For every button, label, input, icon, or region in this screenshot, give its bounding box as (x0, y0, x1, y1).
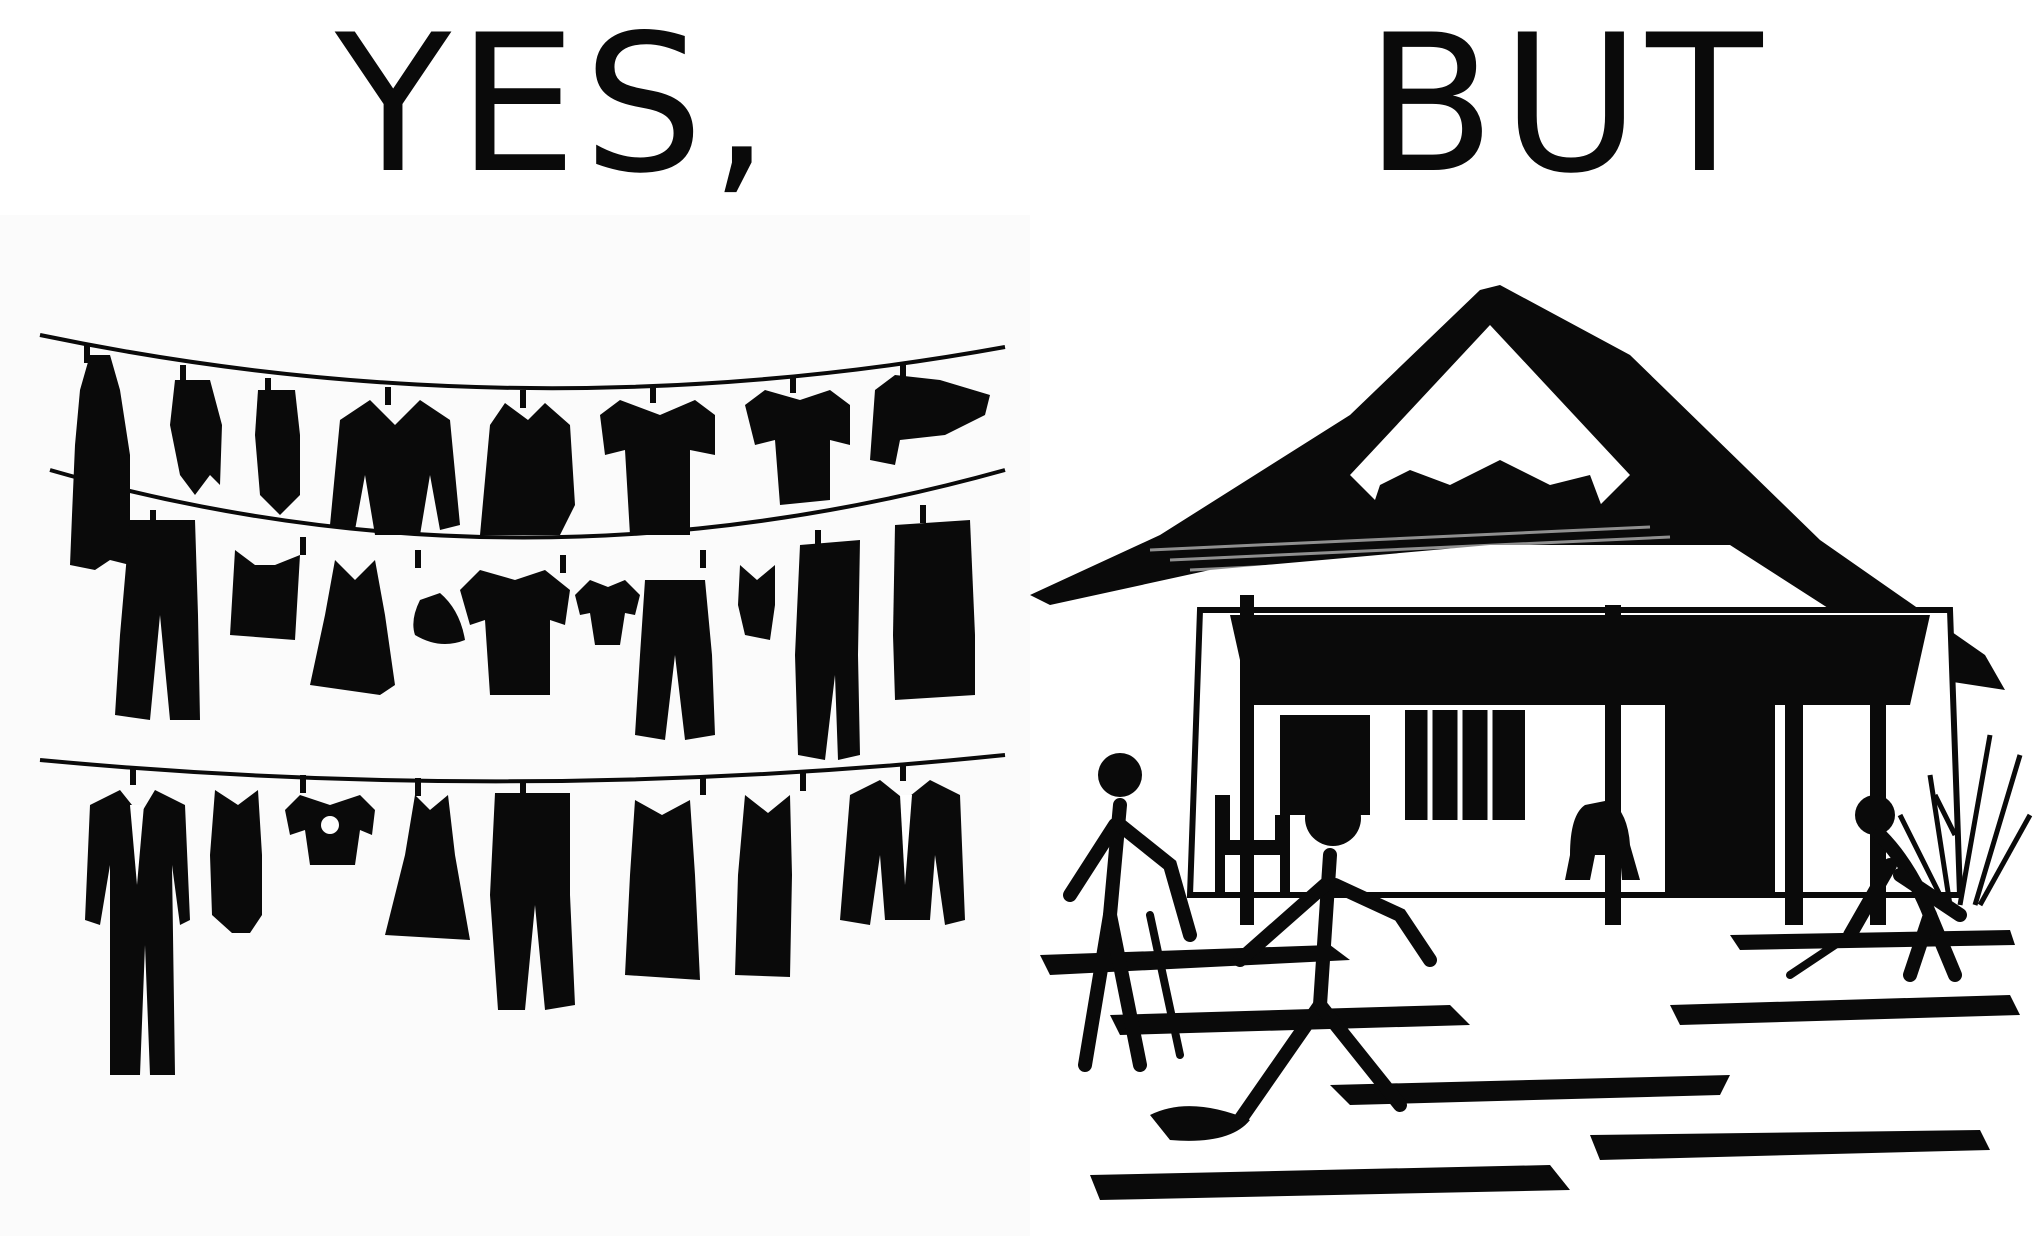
caption-yes: YES, (335, 0, 777, 215)
trousers-bottom-row (490, 793, 575, 1010)
clothesline-panel (0, 215, 1030, 1236)
t-shirt-middle (460, 570, 570, 695)
porch-post (1605, 605, 1621, 925)
long-trousers (795, 540, 860, 760)
clothesline-illustration (0, 215, 1030, 1236)
hat (413, 593, 465, 644)
clothesline-rope-bottom (40, 755, 1005, 781)
shack-illustration (1030, 215, 2034, 1236)
sleeveless-dress (310, 560, 395, 695)
porch-post (1785, 615, 1803, 925)
baby-onesie (575, 580, 640, 645)
porch-shadow (1230, 615, 1930, 705)
swimsuit (255, 390, 300, 515)
trousers-middle (635, 580, 715, 740)
blazer (330, 400, 460, 535)
long-sleeve-top (870, 375, 990, 465)
tank-top (170, 380, 222, 495)
long-dress (70, 355, 130, 570)
t-shirt (745, 390, 850, 505)
caption-but: BUT (1365, 0, 1769, 215)
swimsuit-bottom-row (210, 790, 262, 933)
t-shirt-logo (321, 816, 339, 834)
trousers (115, 520, 200, 720)
slip-dress (625, 800, 700, 980)
evening-dress (735, 795, 792, 977)
window-center (1405, 710, 1525, 820)
short-dress (385, 795, 470, 940)
ground-texture (1040, 930, 2020, 1200)
v-neck-shirt (600, 400, 715, 535)
porch-post (1240, 595, 1254, 925)
camisole (738, 565, 775, 640)
doorway (1665, 705, 1775, 895)
vest (230, 550, 300, 640)
jeans (893, 520, 975, 700)
shack-panel (1030, 215, 2034, 1236)
stick-figure-left (1070, 753, 1190, 1065)
jacket (480, 403, 575, 535)
